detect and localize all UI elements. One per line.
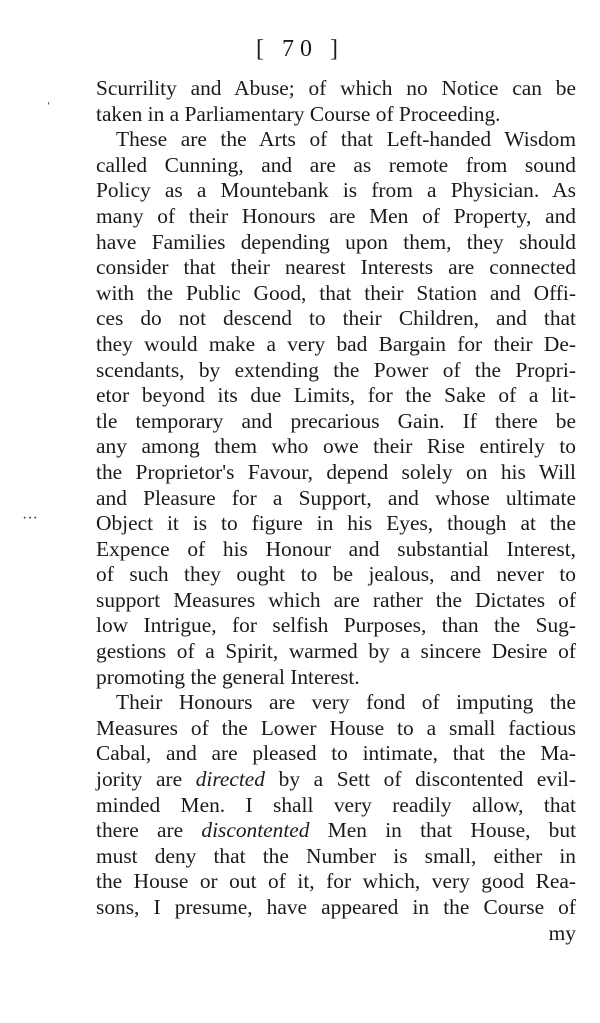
text-line: etor beyond its due Limits, for the Sake of a lit- — [96, 383, 576, 408]
text-line: scendants, by extending the Power of the Propri- — [96, 357, 576, 382]
text-segment: there are — [96, 818, 202, 843]
margin-mark-top: ˈ — [46, 100, 52, 117]
text-line: must deny that the Number is small, either in — [96, 843, 576, 868]
text-line: sons, I presume, have appeared in the Course of — [96, 895, 576, 919]
italic-word: discontented — [201, 818, 310, 843]
text-line: Policy as a Mountebank is from a Physician. As — [96, 178, 576, 203]
text-line: consider that their nearest Interests are connected — [96, 255, 576, 280]
text-line — [96, 767, 576, 793]
text-line: with the Public Good, that their Station and Offi- — [96, 280, 576, 305]
text-line: the Proprietor's Favour, depend solely on his Will — [96, 459, 576, 484]
text-line: called Cunning, and are as remote from sound — [96, 152, 576, 177]
text-line: Their Honours are very fond of imputing the — [116, 690, 576, 715]
text-line: they would make a very bad Bargain for their De- — [96, 331, 576, 356]
text-line: taken in a Parliamentary Course of Proceeding. — [96, 101, 501, 126]
text-line: and Pleasure for a Support, and whose ultimate — [96, 485, 576, 510]
text-line: of such they ought to be jealous, and never to — [96, 562, 576, 587]
text-line: Expence of his Honour and substantial Interest, — [96, 536, 576, 561]
text-line: gestions of a Spirit, warmed by a sincere Desire of — [96, 639, 576, 664]
page-number: [ 70 ] — [256, 36, 344, 62]
text-line: minded Men. I shall very readily allow, that — [96, 792, 576, 817]
body-text — [96, 76, 576, 946]
text-line: have Families depending upon them, they should — [96, 229, 576, 254]
text-line: These are the Arts of that Left-handed Wisdom — [116, 127, 576, 152]
text-line: Object it is to figure in his Eyes, though at the — [96, 511, 576, 536]
text-line: tle temporary and precarious Gain. If there be — [96, 408, 576, 433]
text-line: Scurrility and Abuse; of which no Notice can be — [96, 76, 576, 100]
text-line: Cabal, and are pleased to intimate, that the Ma- — [96, 741, 576, 766]
text-line: Measures of the Lower House to a small factious — [96, 715, 576, 740]
text-line: support Measures which are rather the Dictates of — [96, 587, 576, 612]
text-line: ces do not descend to their Children, and that — [96, 306, 576, 331]
margin-mark-middle: ··· — [22, 510, 38, 527]
text-segment: Men in that House, but — [309, 818, 577, 843]
text-line: many of their Honours are Men of Property, and — [96, 203, 576, 228]
text-segment: by a Sett of discontented evil- — [265, 767, 576, 792]
text-segment: jority are — [96, 767, 196, 792]
text-line: the House or out of it, for which, very good Rea- — [96, 869, 576, 894]
text-line: low Intrigue, for selfish Purposes, than the Sug- — [96, 613, 576, 638]
text-line: promoting the general Interest. — [96, 664, 360, 689]
text-line: any among them who owe their Rise entirely to — [96, 434, 576, 459]
italic-word: directed — [195, 767, 265, 792]
text-line — [96, 818, 576, 844]
catchword: my — [548, 920, 576, 945]
